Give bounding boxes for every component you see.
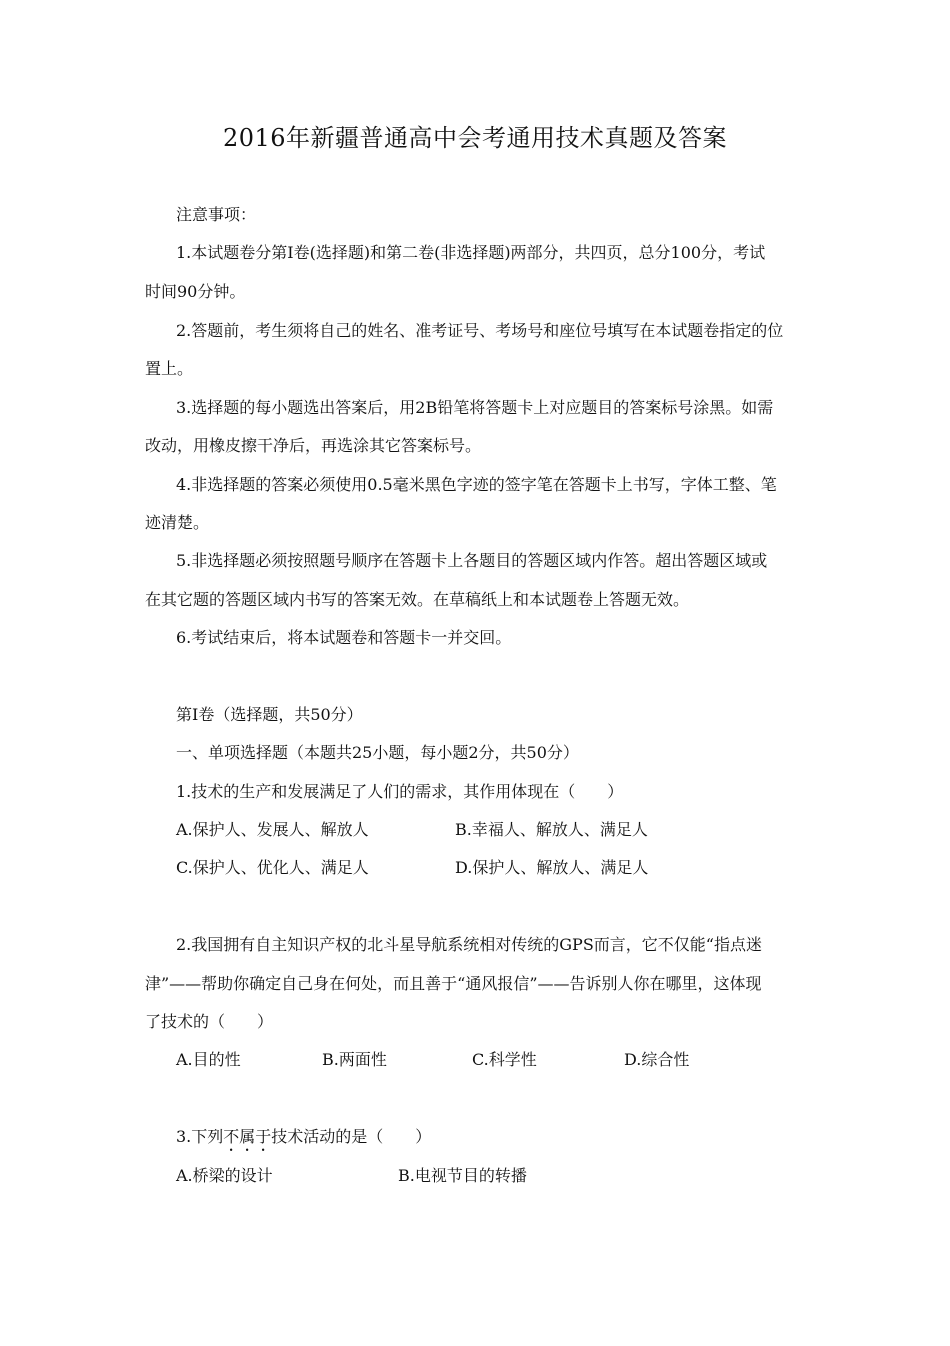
notice-item-6: 6.考试结束后，将本试题卷和答题卡一并交回。 [176,628,512,647]
question-2-option-b: B.两面性 [322,1050,387,1069]
question-3-stem [176,1127,431,1155]
notice-item-2a: 2.答题前，考生须将自己的姓名、准考证号、考场号和座位号填写在本试题卷指定的位 [176,321,784,340]
question-3-option-b: B.电视节目的转播 [398,1166,527,1185]
question-3-stem-emphasis: 不属于 [223,1127,272,1146]
notice-item-5b: 在其它题的答题区域内书写的答案无效。在草稿纸上和本试题卷上答题无效。 [145,590,690,609]
notice-item-1b: 时间90分钟。 [145,282,246,301]
question-2-stem-a: 2.我国拥有自主知识产权的北斗星导航系统相对传统的GPS而言，它不仅能“指点迷 [176,935,762,954]
part-heading: 一、单项选择题（本题共25小题，每小题2分，共50分） [176,743,579,762]
notice-item-4b: 迹清楚。 [145,513,210,532]
notice-item-3b: 改动，用橡皮擦干净后，再选涂其它答案标号。 [145,436,482,455]
question-2-stem-c: 了技术的（ ） [145,1012,274,1031]
notice-item-3a: 3.选择题的每小题选出答案后，用2B铅笔将答题卡上对应题目的答案标号涂黑。如需 [176,398,774,417]
question-2-option-c: C.科学性 [472,1050,537,1069]
question-2-option-d: D.综合性 [624,1050,690,1069]
page-title: 2016年新疆普通高中会考通用技术真题及答案 [222,124,728,152]
notice-item-5a: 5.非选择题必须按照题号顺序在答题卡上各题目的答题区域内作答。超出答题区域或 [176,551,768,570]
question-2-option-a: A.目的性 [176,1050,241,1069]
question-1-option-a: A.保护人、发展人、解放人 [176,820,369,839]
section-heading: 第Ⅰ卷（选择题，共50分） [176,705,363,724]
notice-item-4a: 4.非选择题的答案必须使用0.5毫米黑色字迹的签字笔在答题卡上书写，字体工整、笔 [176,475,777,494]
question-1-option-d: D.保护人、解放人、满足人 [455,858,649,877]
notice-item-2b: 置上。 [145,359,194,378]
question-3-stem-suffix: 技术活动的是（ ） [271,1127,432,1146]
notice-heading: 注意事项： [176,205,257,224]
question-1-option-b: B.幸福人、解放人、满足人 [455,820,648,839]
question-2-stem-b: 津”——帮助你确定自己身在何处，而且善于“通风报信”——告诉别人你在哪里，这体现 [145,974,762,993]
notice-item-1a: 1.本试题卷分第Ⅰ卷(选择题)和第二卷(非选择题)两部分，共四页，总分100分，考试 [176,243,766,262]
question-1-stem: 1.技术的生产和发展满足了人们的需求，其作用体现在（ ） [176,782,624,801]
question-3-stem-prefix: 3.下列 [176,1127,224,1146]
question-3-option-a: A.桥梁的设计 [176,1166,273,1185]
question-1-option-c: C.保护人、优化人、满足人 [176,858,369,877]
